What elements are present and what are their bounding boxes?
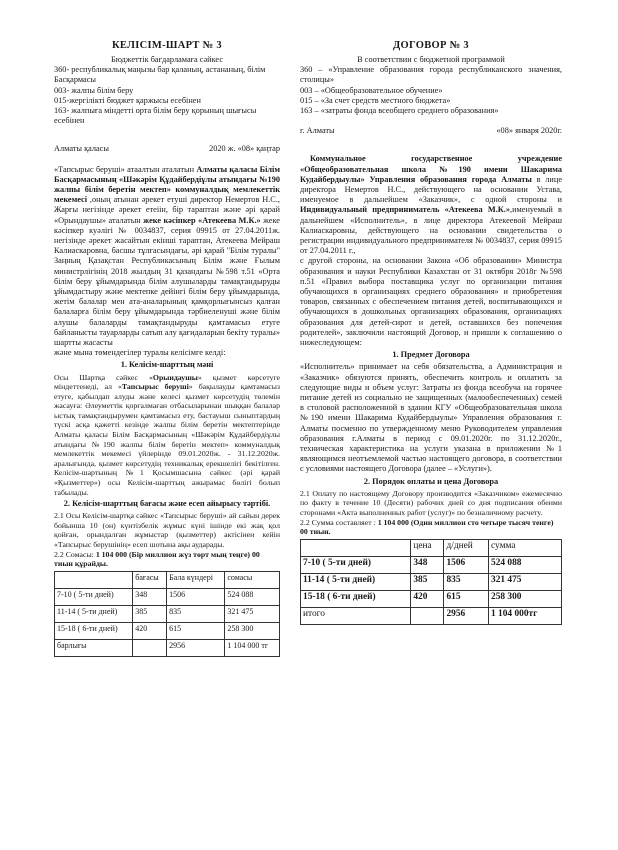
table-cell: 11-14 ( 5-ти дней): [301, 573, 411, 590]
kz-section-2-title: 2. Келісім-шарттың бағасы және есеп айырысу тәртібі.: [63, 499, 271, 509]
ru-intro-b: в лице директора Немертов Н.С., действующего на основании Устава, именуемое в дальнейшем «Заказчик», с одной стороны и: [300, 174, 562, 205]
ru-program-003: 003 – «Общеобразовательное обучение»: [300, 85, 443, 95]
table-cell: [411, 607, 444, 624]
ru-s22-a: 2.2 Сумма составляет :: [300, 517, 378, 527]
table-total-row: [55, 639, 280, 656]
table-cell: 15-18 ( 6-ти дней): [301, 590, 411, 607]
ru-program-163: 163 – «затраты фонда всеобщего среднего образования»: [300, 105, 499, 115]
table-header-row: [55, 571, 280, 588]
table-cell: 2956: [444, 607, 489, 624]
ru-city: г. Алматы: [300, 126, 335, 136]
table-cell: [133, 639, 167, 656]
kz-place-date: [54, 144, 280, 154]
ru-date: «08» января 2020г.: [496, 126, 562, 136]
table-cell: 7-10 ( 5-ти дней): [55, 588, 133, 605]
table-cell: 1506: [167, 588, 225, 605]
table-row: [301, 573, 562, 590]
kz-section-2-2: [54, 550, 280, 569]
table-cell: 258 300: [225, 622, 280, 639]
table-cell: 1506: [444, 556, 489, 573]
table-cell: 835: [167, 605, 225, 622]
table-row: [301, 556, 562, 573]
kz-section-1-body: [54, 373, 280, 498]
table-cell: 348: [133, 588, 167, 605]
kz-s1-d: Тапсырыс беруші: [121, 382, 189, 392]
table-cell: 1 104 000 тг: [225, 639, 280, 656]
table-cell: 524 088: [225, 588, 280, 605]
kz-intro-a: «Тапсырыс беруші» атаалтын аталатын: [54, 164, 197, 174]
table-header-row: [301, 539, 562, 556]
table-row: [55, 622, 280, 639]
kz-intro-c: ,оның атынан әрекет етуші директор Немертов Н.С., Жарғы негізінде әрекет етеіін, бір тараптан және әрі қарай «Орындаушы» аталатын: [54, 195, 280, 225]
kz-intro-e: жеке кәсіпкер куәлігі № 0034837, серия 09915 от 27.04.2011ж. негізінде әрекет жасайтын екінші тараптан, Атекеева Мейраш Калиаскаровна, басшы тұлғасындағы, әрі қарай "Білім туралы" Заңның Қазақстан Республикасының Білім және Ғылым министрлігінің 2018 жылдың 31 қазандағы №598 т.51 «Орта білім беру ұйымдарында білім алушыларды тамақтандыруды ұйымдастыру және мектепке дейінгі білім беру ұйымдарында, жетім балалар мен ата-аналарының қамқорлығынсыз қалған балаларға білім беру ұйымдарында тәрбиеленуші және білім алушы балаларды тамақтандыруды қамтамасыз етуге байланысты тауарларды сатып алу қағидаларын бекіту туралы» шартты жасасты: [54, 215, 280, 347]
table-cell: 615: [167, 622, 225, 639]
table-cell: 321 475: [225, 605, 280, 622]
kz-intro-school: Алматы қаласы Білім Басқармасының «Шәкәрім Құдайбердіұлы атындағы №190 жалпы білім беретін мектеп» коммуналдық мемлекеттік мекемесі: [54, 164, 280, 205]
table-header-cell: бағасы: [133, 571, 167, 588]
table-header-cell: д/дней: [444, 539, 489, 556]
table-header-cell: [301, 539, 411, 556]
kz-s22-amount: 1 104 000 (Бір миллион жүз төрт мың теңге) 00 тиын құрайды.: [54, 549, 260, 569]
table-total-row: [301, 607, 562, 624]
ru-section-2-2: [300, 518, 562, 537]
table-cell: 348: [411, 556, 444, 573]
kz-program-360: 360- республикалық маңызы бар қаланың, астананың, білім Басқармасы: [54, 65, 266, 85]
table-header-cell: сумма: [489, 539, 562, 556]
ru-price-table: [300, 539, 562, 625]
kz-section-1-title: 1. Келісім-шарттың мәні: [120, 360, 214, 370]
table-header-cell: [55, 571, 133, 588]
ru-place-date: [300, 126, 562, 136]
kz-s22-a: 2.2 Сомасы:: [54, 549, 96, 559]
table-cell: 615: [444, 590, 489, 607]
kz-subtitle: Бюджеттік бағдарламаға сәйкес: [110, 54, 224, 64]
ru-intro-d: ,именуемый в дальнейшем «Исполнитель», в лице директора Атекеевой Мейраш Калиаскаровны, действующего на основании свидетельства о регистрации индивидуального предпринимателя № 0034837, серия 09915 от 27.04.2011 г.,: [300, 205, 562, 256]
table-cell: 524 088: [489, 556, 562, 573]
kz-s1-a: Осы Шартқа сәйкес «: [54, 372, 153, 382]
table-cell: 15-18 ( 6-ти дней): [55, 622, 133, 639]
kz-title: КЕЛІСІМ-ШАРТ № 3: [112, 40, 222, 51]
table-cell: 420: [133, 622, 167, 639]
ru-program-360: 360 – «Управление образования города республиканского значения, столицы»: [300, 65, 562, 85]
table-row: [55, 605, 280, 622]
kz-price-table: [54, 571, 280, 657]
kz-s1-c: » қызмет көрсетуге міндеттенеді, ал «: [54, 372, 280, 392]
table-cell: 1 104 000тг: [489, 607, 562, 624]
table-cell: 420: [411, 590, 444, 607]
ru-section-1-body: «Исполнитель» принимает на себя обязательства, а Администрация и «Заказчик» обязуются принять, обеспечить контроль и оплатить за следующие виды и объем услуг: Затраты из фонда всеобуча на горячее питание детей из социально не защищенных (малообеспеченных) семей в столовой расположенной в здании КГУ «Общеобразовательная школа №190 имени Шакарима Кудайбердыулы» Управления образования г. Алматы посменно по утвержденному меню Руководителем управления образования г.Алматы в период с 09.01.2020г. по 31.12.2020г., техническая характеристика на услуги указана в приложении №1 являющимся неотъемлемой частью настоящего договора, в соответствии с условиями настоящего Договора (далее – «Услуги»).: [300, 362, 562, 474]
kz-date: 2020 ж. «08» қаңтар: [209, 144, 280, 154]
table-row: [301, 590, 562, 607]
table-cell: барлығы: [55, 639, 133, 656]
kz-intro-contractor: жеке кәсіпкер «Атекеева М.К.»: [143, 215, 261, 225]
kz-intro: [54, 165, 280, 349]
table-cell: 258 300: [489, 590, 562, 607]
table-header-cell: цена: [411, 539, 444, 556]
kz-intro-end: және мына төмендегілер туралы келісімге келді:: [54, 348, 226, 358]
kz-program-163: 163- жалпыға міндетті орта білім беру қорының шығысы есебінен: [54, 105, 257, 126]
table-header-cell: сомасы: [225, 571, 280, 588]
ru-intro-contractor: Индивидуальный предприниматель «Атекеева М.К.»: [300, 205, 510, 215]
kz-s1-b: Орындаушы: [152, 372, 198, 382]
ru-section-1-title: 1. Предмет Договора: [392, 350, 470, 360]
table-cell: 385: [411, 573, 444, 590]
ru-s22-amount: 1 104 000 (Один миллион сто четыре тысяч тенге) 00 тиын.: [300, 517, 554, 537]
kz-program-003: 003- жалпы білім беру: [54, 85, 134, 95]
table-cell: итого: [301, 607, 411, 624]
table-cell: 385: [133, 605, 167, 622]
table-cell: 7-10 ( 5-ти дней): [301, 556, 411, 573]
table-cell: 835: [444, 573, 489, 590]
kazakh-column: [54, 40, 280, 657]
table-header-cell: Бала күндері: [167, 571, 225, 588]
ru-section-2-1: 2.1 Оплату по настоящему Договору производится «Заказчиком» ежемесячно по факту в течение 10 (Десяти) рабочих дней со дня подписания обеими сторонами «Акта выполненных работ (услуг)» по безналичному расчету.: [300, 488, 562, 517]
kz-program-015: 015-жергілікті бюджет қаржысы есебінен: [54, 95, 201, 105]
ru-intro: [300, 154, 562, 256]
table-row: [55, 588, 280, 605]
table-cell: 321 475: [489, 573, 562, 590]
kz-section-2-1: 2.1 Осы Келісім-шартқа сәйкес «Тапсырыс беруші» ай сайын дерек бойынша 10 (он) күнтізбелік жұмыс күні ішінде екі жақ қол қойған, орындалған жұмыстар (қызметтер) актісінен кейін «Тапсырыс берушінің» есеп шотына ақы аударады.: [54, 511, 280, 550]
russian-column: [300, 40, 562, 625]
ru-section-2-title: 2. Порядок оплаты и цена Договора: [363, 476, 499, 486]
kz-city: Алматы қаласы: [54, 144, 109, 154]
table-cell: 11-14 ( 5-ти дней): [55, 605, 133, 622]
ru-title: ДОГОВОР № 3: [393, 40, 469, 51]
ru-intro-basis: с другой стороны, на основании Закона «Об образовании» Министра образования и науки Республики Казахстан от 31 октября 2018г №598 п.51 «Правил выбора поставщика услуг по организации питания обучающихся в организациях среднего образования» и приобретения товаров, связанных с обеспечением питания детей, воспитывающихся и обучающихся в дошкольных организациях образования, организациях образования для детей-сирот и детей, оставшихся без попечения родителей», заключили настоящий Договор, и пришли к соглашению о нижеследующем:: [300, 256, 562, 347]
ru-subtitle: В соответствии с бюджетной программой: [357, 54, 505, 64]
kz-s1-e: » бақылауды қамтамасыз етуге, қабылдап алуды және келесі қызмет көрсетудің төлемін жасауға: Әлеуметтік қорғалмаған отбасыларынан шыққан балалар ыстық тамақтандырумен қамтамасыз ету, бастауыш сыныптардың түскі асқа қажетті кезінде жалпы білім беретін мектептерінде Алматы қаласы Білім Басқармасының «Шәкәрім Құдайбердіұлы атындағы №190 жалпы білім беретін мектеп» коммуналдық мемлекеттік мекемесі үйлерінде 09.01.2020ж. - 31.12.2020ж. аралығында, қызмет көрсетудің техникалық ерекшелігі бекітілген. Келісім-шартының №1 Қосымшасына сәйкес (әрі қарай «Қызметтер») осы Келісім-шарттың ажырамас бөлігі болып табылады.: [54, 382, 280, 497]
ru-intro-school: Коммунальное государственное учреждение «Общеобразовательная школа №190 имени Шакарима Кудайбердыулы» Управления образования города Алматы: [300, 154, 562, 184]
ru-program-015: 015 – «За счет средств местного бюджета»: [300, 95, 451, 105]
table-cell: 2956: [167, 639, 225, 656]
